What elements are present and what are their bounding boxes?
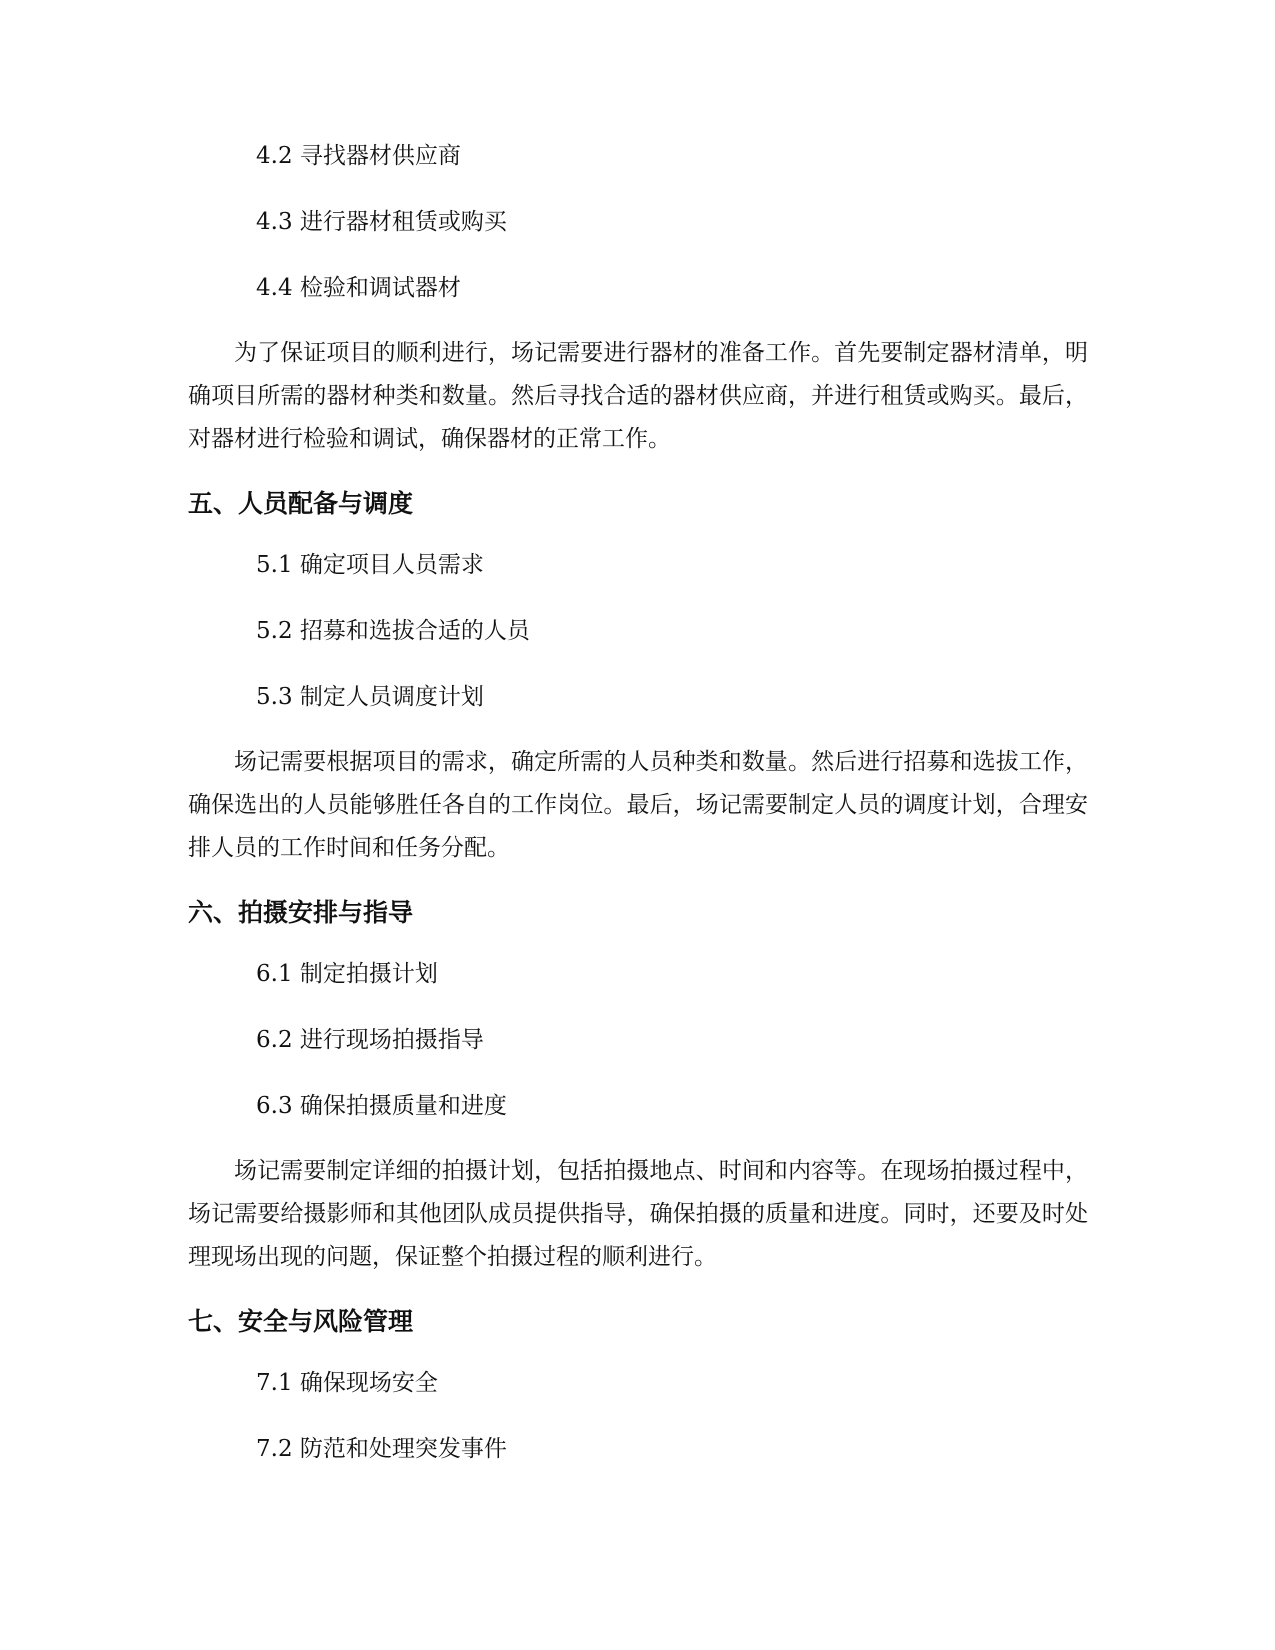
list-item: 6.3 确保拍摄质量和进度 [256,1093,507,1119]
section-6-heading: 六、拍摄安排与指导 [188,898,414,927]
section-7-heading: 七、安全与风险管理 [188,1307,414,1336]
list-item: 5.3 制定人员调度计划 [256,684,484,710]
section-6-paragraph: 场记需要制定详细的拍摄计划，包括拍摄地点、时间和内容等。在现场拍摄过程中，场记需要给摄影师和其他团队成员提供指导，确保拍摄的质量和进度。同时，还要及时处理现场出现的问题，保证整个拍摄过程的顺利进行。 [188,1158,1088,1270]
list-item: 7.2 防范和处理突发事件 [256,1436,507,1462]
section-5-heading: 五、人员配备与调度 [188,489,414,518]
section-5-paragraph: 场记需要根据项目的需求，确定所需的人员种类和数量。然后进行招募和选拔工作，确保选出的人员能够胜任各自的工作岗位。最后，场记需要制定人员的调度计划，合理安排人员的工作时间和任务分配。 [188,749,1088,861]
list-item: 4.2 寻找器材供应商 [256,143,461,169]
section-4-paragraph: 为了保证项目的顺利进行，场记需要进行器材的准备工作。首先要制定器材清单，明确项目所需的器材种类和数量。然后寻找合适的器材供应商，并进行租赁或购买。最后，对器材进行检验和调试，确保器材的正常工作。 [188,340,1088,452]
list-item: 7.1 确保现场安全 [256,1370,438,1396]
list-item: 6.2 进行现场拍摄指导 [256,1027,484,1053]
list-item: 5.2 招募和选拔合适的人员 [256,618,530,644]
list-item: 6.1 制定拍摄计划 [256,961,438,987]
list-item: 4.4 检验和调试器材 [256,275,461,301]
list-item: 5.1 确定项目人员需求 [256,552,484,578]
document-body [188,140,1088,1499]
list-item: 4.3 进行器材租赁或购买 [256,209,507,235]
